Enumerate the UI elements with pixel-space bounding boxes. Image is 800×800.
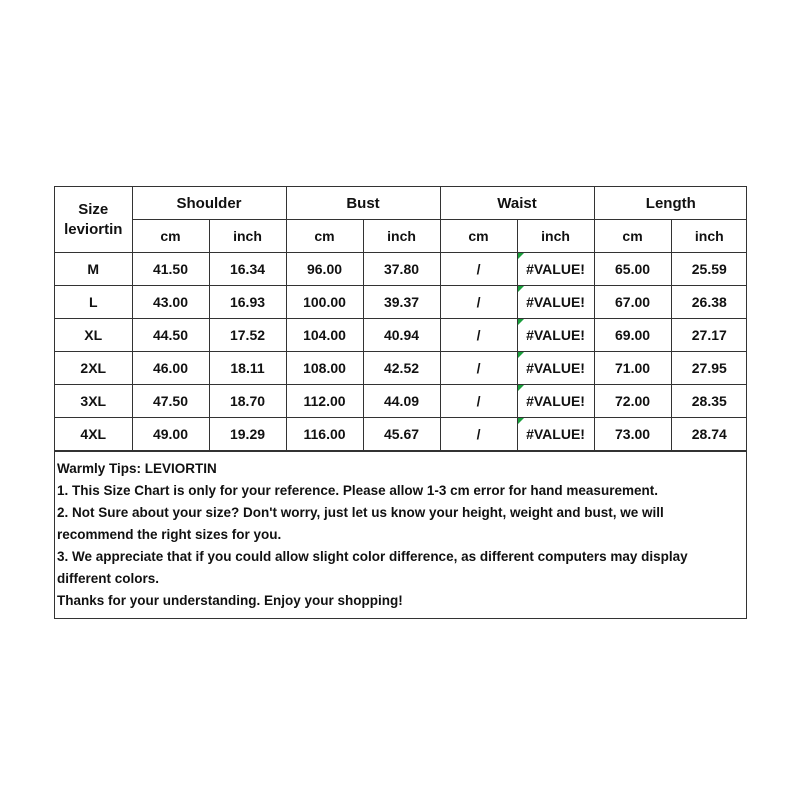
measurement-cell [440, 319, 517, 352]
measurement-value: 19.29 [229, 426, 266, 442]
measurement-value: 46.00 [152, 360, 189, 376]
measurement-cell [594, 253, 671, 286]
measurement-value: #VALUE! [526, 360, 585, 376]
measurement-cell [209, 418, 286, 451]
measurement-value: 16.93 [229, 294, 266, 310]
measurement-cell [440, 352, 517, 385]
measurement-cell [209, 319, 286, 352]
measurement-cell [517, 319, 594, 352]
tip-item: 1. This Size Chart is only for your reference. Please allow 1-3 cm error for hand measurement. [57, 483, 658, 498]
measurement-cell [286, 418, 363, 451]
measurement-value: 72.00 [615, 393, 651, 409]
measurement-cell [671, 352, 747, 385]
measurement-cell [363, 418, 440, 451]
measurement-cell [517, 418, 594, 451]
measurement-value: / [476, 294, 481, 310]
measurement-cell [286, 352, 363, 385]
measurement-value: #VALUE! [526, 327, 585, 343]
measurement-value: #VALUE! [526, 294, 585, 310]
measurement-cell [132, 385, 209, 418]
size-cell: M [55, 253, 132, 286]
measurement-cell [594, 352, 671, 385]
measurement-value: 67.00 [615, 294, 651, 310]
measurement-cell [132, 352, 209, 385]
measurement-cell [209, 352, 286, 385]
measurement-value: / [476, 426, 481, 442]
measurement-value: / [476, 360, 481, 376]
measurement-value: 44.50 [152, 327, 189, 343]
measurement-value: 18.11 [230, 360, 265, 376]
tip-item: 3. We appreciate that if you could allow slight color difference, as different computers may display different colors. [57, 549, 688, 586]
error-indicator-icon [518, 253, 524, 259]
measurement-value: 100.00 [303, 294, 346, 310]
measurement-cell [517, 286, 594, 319]
table-row [55, 385, 747, 418]
measurement-value: 47.50 [152, 393, 189, 409]
measurement-cell [671, 319, 747, 352]
measurement-cell [594, 385, 671, 418]
size-cell: XL [55, 319, 132, 352]
measurement-value: 71.00 [615, 360, 651, 376]
measurement-cell [363, 286, 440, 319]
measurement-value: 37.80 [383, 261, 420, 277]
measurement-cell [517, 352, 594, 385]
measurement-cell [209, 286, 286, 319]
measurement-value: 43.00 [152, 294, 189, 310]
measurement-cell [363, 319, 440, 352]
measurement-value: 104.00 [303, 327, 346, 343]
measurement-cell [594, 286, 671, 319]
size-cell: 2XL [55, 352, 132, 385]
measurement-value: 27.95 [691, 360, 727, 376]
size-header-cell [55, 187, 132, 253]
measurement-cell [209, 253, 286, 286]
tips-title: Warmly Tips: LEVIORTIN [57, 461, 217, 476]
size-cell: L [55, 286, 132, 319]
measurement-cell [363, 253, 440, 286]
measurement-cell [594, 319, 671, 352]
measurement-cell [440, 385, 517, 418]
tips-section [55, 451, 746, 618]
measurement-cell [286, 385, 363, 418]
measurement-value: 39.37 [383, 294, 420, 310]
measurement-cell [286, 319, 363, 352]
error-indicator-icon [518, 319, 524, 325]
tips-closing: Thanks for your understanding. Enjoy your shopping! [57, 593, 403, 608]
measurement-value: 28.74 [691, 426, 727, 442]
measurement-cell [594, 418, 671, 451]
measurement-cell [132, 418, 209, 451]
measurement-cell [286, 253, 363, 286]
size-cell: 3XL [55, 385, 132, 418]
measurement-value: #VALUE! [526, 426, 585, 442]
unit-header: inch [209, 220, 286, 253]
error-indicator-icon [518, 385, 524, 391]
measurement-value: / [476, 393, 481, 409]
measurement-cell [517, 385, 594, 418]
unit-header: cm [286, 220, 363, 253]
measurement-cell [517, 253, 594, 286]
measurement-cell [363, 385, 440, 418]
measurement-cell [132, 286, 209, 319]
measurement-cell [671, 286, 747, 319]
measurement-cell [440, 286, 517, 319]
size-header-line-1: Size [78, 200, 109, 218]
measurement-value: 17.52 [229, 327, 266, 343]
measurement-value: 28.35 [691, 393, 727, 409]
measurement-cell [440, 253, 517, 286]
measurement-value: 96.00 [306, 261, 343, 277]
table-row [55, 352, 747, 385]
measurement-value: 108.00 [303, 360, 346, 376]
unit-header: cm [594, 220, 671, 253]
measurement-cell [363, 352, 440, 385]
group-header-waist: Waist [440, 187, 594, 220]
measurement-value: 112.00 [303, 393, 346, 409]
size-chart [54, 186, 747, 619]
measurement-value: / [476, 327, 481, 343]
error-indicator-icon [518, 286, 524, 292]
measurement-cell [132, 319, 209, 352]
unit-header: cm [440, 220, 517, 253]
measurement-value: 40.94 [383, 327, 420, 343]
measurement-value: 65.00 [615, 261, 651, 277]
measurement-value: 42.52 [383, 360, 420, 376]
measurement-cell [671, 418, 747, 451]
size-cell: 4XL [55, 418, 132, 451]
measurement-value: 73.00 [615, 426, 651, 442]
measurement-value: #VALUE! [526, 261, 585, 277]
measurement-cell [132, 253, 209, 286]
measurement-value: 45.67 [383, 426, 420, 442]
measurement-value: 18.70 [229, 393, 266, 409]
measurement-value: #VALUE! [526, 393, 585, 409]
measurement-value: 49.00 [152, 426, 189, 442]
measurement-cell [286, 286, 363, 319]
measurement-value: 25.59 [691, 261, 727, 277]
unit-header: inch [363, 220, 440, 253]
measurement-value: 69.00 [615, 327, 651, 343]
measurement-cell [440, 418, 517, 451]
group-header-shoulder: Shoulder [132, 187, 286, 220]
error-indicator-icon [518, 418, 524, 424]
table-row [55, 253, 747, 286]
table-body [55, 253, 747, 451]
measurement-value: 116.00 [303, 426, 346, 442]
unit-header: inch [517, 220, 594, 253]
measurement-cell [671, 385, 747, 418]
measurement-value: 41.50 [152, 261, 189, 277]
unit-header: cm [132, 220, 209, 253]
measurement-value: / [476, 261, 481, 277]
size-table [55, 187, 747, 451]
measurement-cell [671, 253, 747, 286]
measurement-value: 16.34 [229, 261, 266, 277]
size-header-line-2: leviortin [64, 220, 123, 238]
measurement-value: 27.17 [691, 327, 727, 343]
measurement-value: 44.09 [383, 393, 420, 409]
table-row [55, 418, 747, 451]
table-row [55, 286, 747, 319]
table-row [55, 319, 747, 352]
measurement-cell [209, 385, 286, 418]
tip-item: 2. Not Sure about your size? Don't worry, just let us know your height, weight and bust, we will recommend the right sizes for you. [57, 505, 664, 542]
unit-header: inch [671, 220, 747, 253]
measurement-value: 26.38 [691, 294, 727, 310]
group-header-length: Length [594, 187, 747, 220]
group-header-bust: Bust [286, 187, 440, 220]
error-indicator-icon [518, 352, 524, 358]
